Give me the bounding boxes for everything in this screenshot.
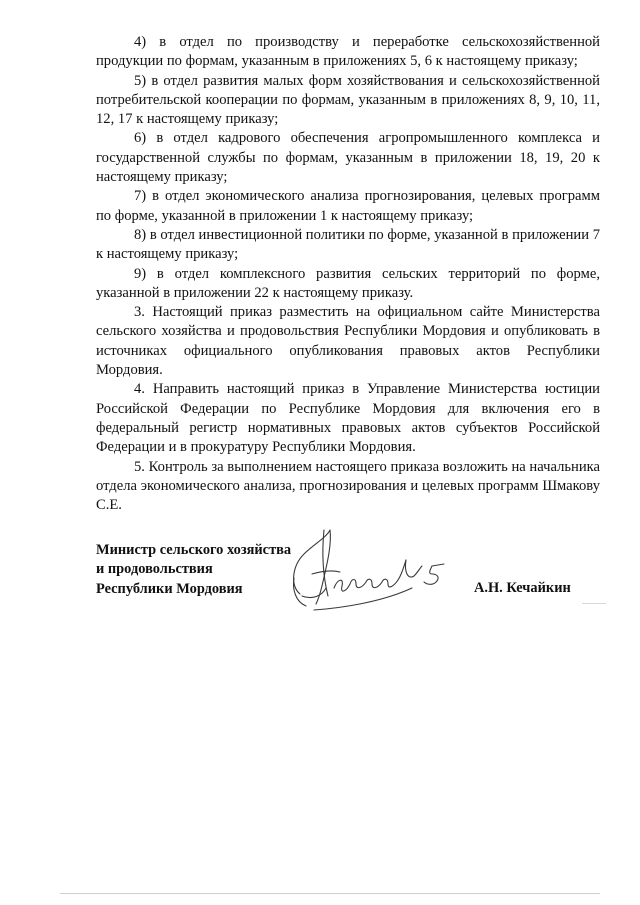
document-body — [96, 33, 600, 515]
paragraph-item-9: 9) в отдел комплексного развития сельских территорий по форме, указанной в приложении 22 к настоящему приказу. — [96, 265, 600, 301]
paragraph-item-4: 4) в отдел по производству и переработке сельскохозяйственной продукции по формам, указанным в приложениях 5, 6 к настоящему приказу; — [96, 34, 600, 70]
scan-mark — [582, 603, 606, 604]
signatory-title-line: Республики Мордовия — [96, 580, 243, 597]
signatory-title — [96, 541, 291, 599]
signatory-name: А.Н. Кечайкин — [474, 580, 571, 596]
signatory-title-line: Министр сельского хозяйства — [96, 542, 292, 558]
paragraph-control: 5. Контроль за выполнением настоящего приказа возложить на начальника отдела экономического анализа, прогнозирования и целевых программ Шмакову С.Е. — [96, 458, 600, 514]
paragraph-item-8: 8) в отдел инвестиционной политики по форме, указанной в приложении 7 к настоящему приказу; — [96, 226, 600, 263]
signatory-title-line: и продовольствия — [96, 561, 213, 578]
handwritten-signature — [282, 516, 462, 626]
paragraph-item-5: 5) в отдел развития малых форм хозяйствования и сельскохозяйственной потребительской кооперации по формам, указанным в приложениях 8, 9, 10, 11, 12, 17 к настоящему приказу; — [96, 72, 600, 128]
paragraph-registration: 4. Направить настоящий приказ в Управление Министерства юстиции Российской Федерации по Республике Мордовия для включения его в федеральный регистр нормативных правовых актов субъектов Российской Федерации и в прокуратуру Республики Мордовия. — [96, 381, 600, 456]
paragraph-item-6: 6) в отдел кадрового обеспечения агропромышленного комплекса и государственной службы по формам, указанным в приложении 18, 19, 20 к настоящему приказу; — [96, 130, 600, 186]
footer-rule — [60, 893, 600, 894]
paragraph-publication: 3. Настоящий приказ разместить на официальном сайте Министерства сельского хозяйства и продовольствия Республики Мордовия и опубликовать в источниках официального опубликования правовых актов Республики Мордовия. — [96, 304, 600, 379]
paragraph-item-7: 7) в отдел экономического анализа прогнозирования, целевых программ по форме, указанной в приложении 1 к настоящему приказу; — [96, 188, 600, 224]
